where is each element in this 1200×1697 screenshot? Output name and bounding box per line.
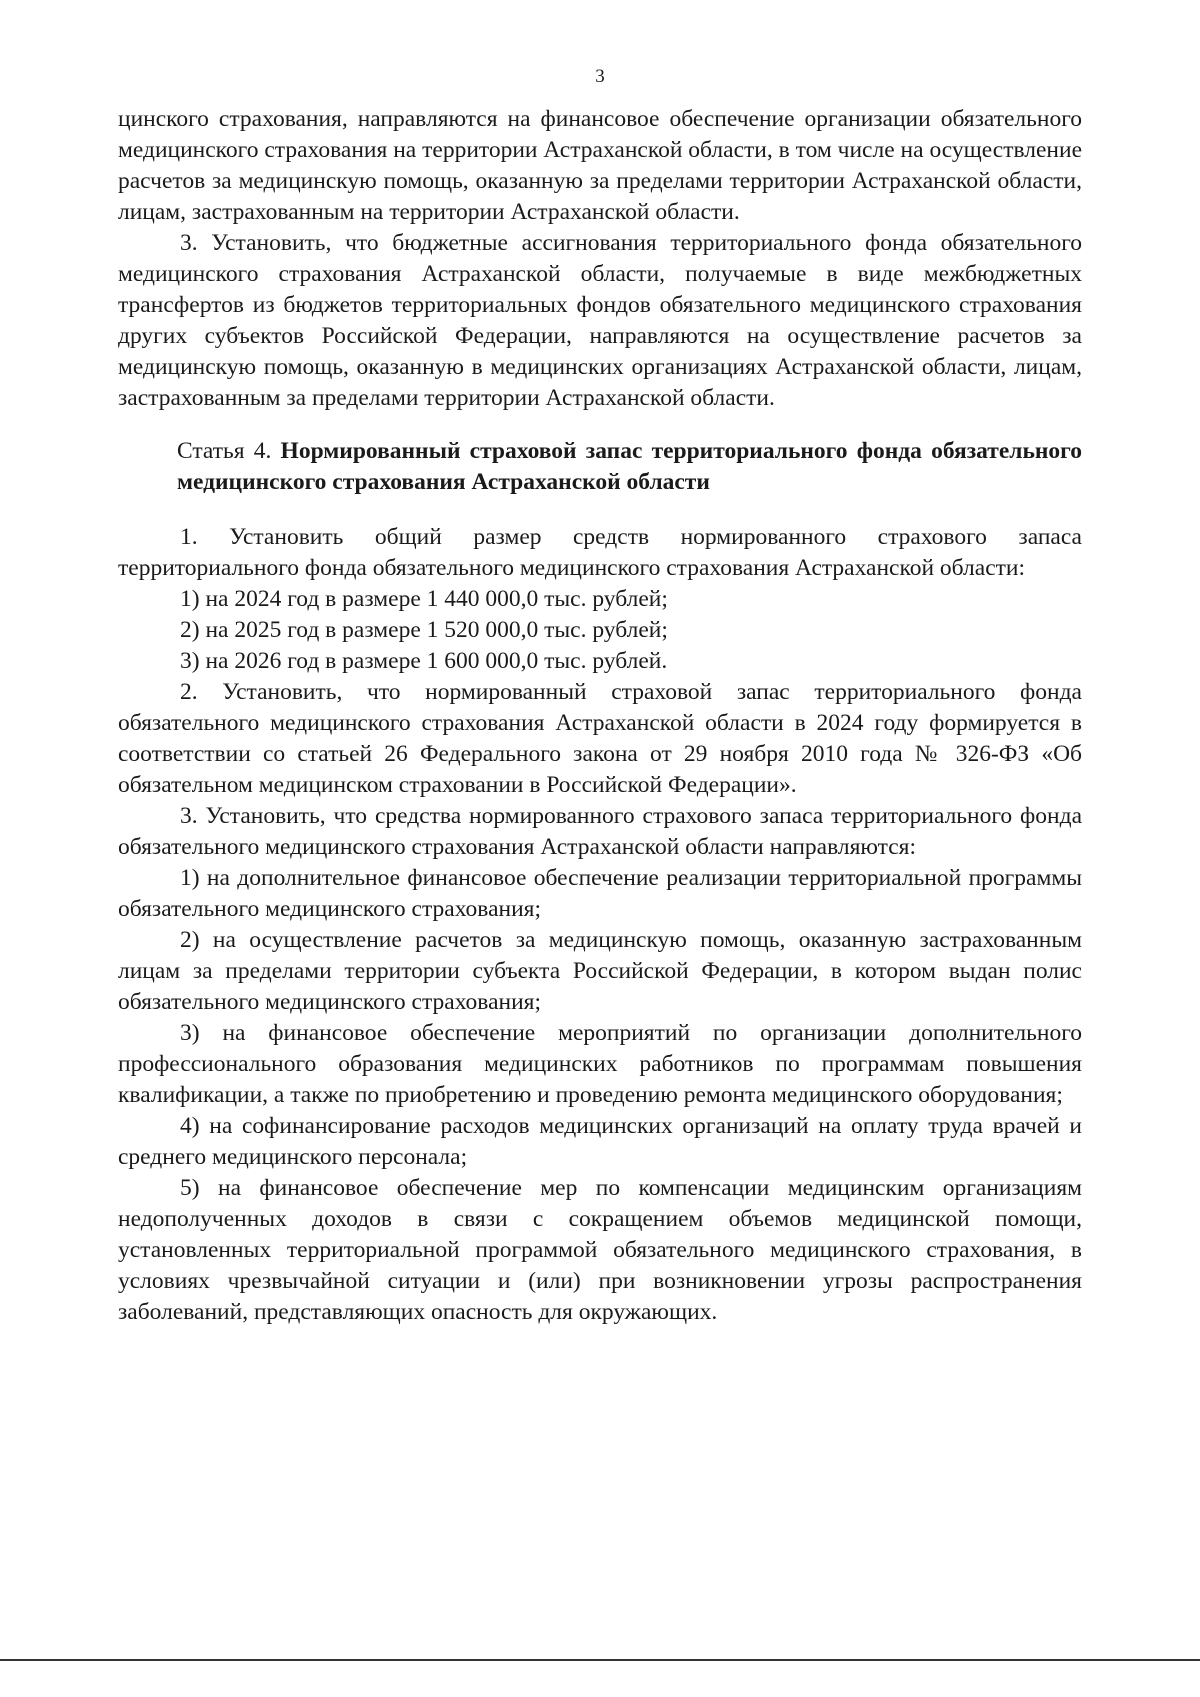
- article-heading: [118, 436, 1082, 498]
- list-item-2024: 1) на 2024 год в размере 1 440 000,0 тыс. рублей;: [180, 586, 668, 612]
- document-body: [118, 104, 1082, 1328]
- paragraph-continuation: цинского страхования, направляются на финансовое обеспечение организации обязательного медицинского страхования на территории Астраханской области, в том числе на осуществление расчетов за медицинскую помощь, оказанную за пределами территории Астраханской области, лицам, застрахованным на территории Астраханской области.: [118, 106, 1082, 225]
- footer-divider: [0, 1659, 1200, 1661]
- page-number: 3: [595, 66, 605, 87]
- article-label: Статья 4.: [177, 438, 272, 464]
- list-item-direction-4: 4) на софинансирование расходов медицинских организаций на оплату труда врачей и среднего медицинского персонала;: [118, 1113, 1082, 1170]
- paragraph-item-3-directions: 3. Установить, что средства нормированного страхового запаса территориального фонда обязательного медицинского страхования Астраханской области направляются:: [118, 803, 1082, 860]
- list-item-direction-3: 3) на финансовое обеспечение мероприятий по организации дополнительного профессионального образования медицинских работников по программам повышения квалификации, а также по приобретению и проведению ремонта медицинского оборудования;: [118, 1020, 1082, 1108]
- list-item-2025: 2) на 2025 год в размере 1 520 000,0 тыс. рублей;: [180, 617, 668, 643]
- paragraph-item-3-budget: 3. Установить, что бюджетные ассигнования территориального фонда обязательного медицинского страхования Астраханской области, получаемые в виде межбюджетных трансфертов из бюджетов территориальных фондов обязательного медицинского страхования других субъектов Российской Федерации, направляются на осуществление расчетов за медицинскую помощь, оказанную в медицинских организациях Астраханской области, лицам, застрахованным за пределами территории Астраханской области.: [118, 230, 1082, 411]
- paragraph-item-1-reserve-size: 1. Установить общий размер средств нормированного страхового запаса территориального фонда обязательного медицинского страхования Астраханской области:: [118, 524, 1082, 581]
- list-item-direction-5: 5) на финансовое обеспечение мер по компенсации медицинским организациям недополученных доходов в связи с сокращением объемов медицинской помощи, установленных территориальной программой обязательного медицинского страхования, в условиях чрезвычайной ситуации и (или) при возникновении угрозы распространения заболеваний, представляющих опасность для окружающих.: [118, 1175, 1082, 1325]
- list-item-direction-2: 2) на осуществление расчетов за медицинскую помощь, оказанную застрахованным лицам за пределами территории субъекта Российской Федерации, в котором выдан полис обязательного медицинского страхования;: [118, 927, 1082, 1015]
- paragraph-item-2-formation: 2. Установить, что нормированный страховой запас территориального фонда обязательного медицинского страхования Астраханской области в 2024 году формируется в соответствии со статьей 26 Федерального закона от 29 ноября 2010 года № 326-ФЗ «Об обязательном медицинском страховании в Российской Федерации».: [118, 679, 1082, 798]
- list-item-direction-1: 1) на дополнительное финансовое обеспечение реализации территориальной программы обязательного медицинского страхования;: [118, 865, 1082, 922]
- article-title: Нормированный страховой запас территориального фонда обязательного медицинского страхования Астраханской области: [177, 438, 1082, 495]
- list-item-2026: 3) на 2026 год в размере 1 600 000,0 тыс. рублей.: [180, 648, 668, 674]
